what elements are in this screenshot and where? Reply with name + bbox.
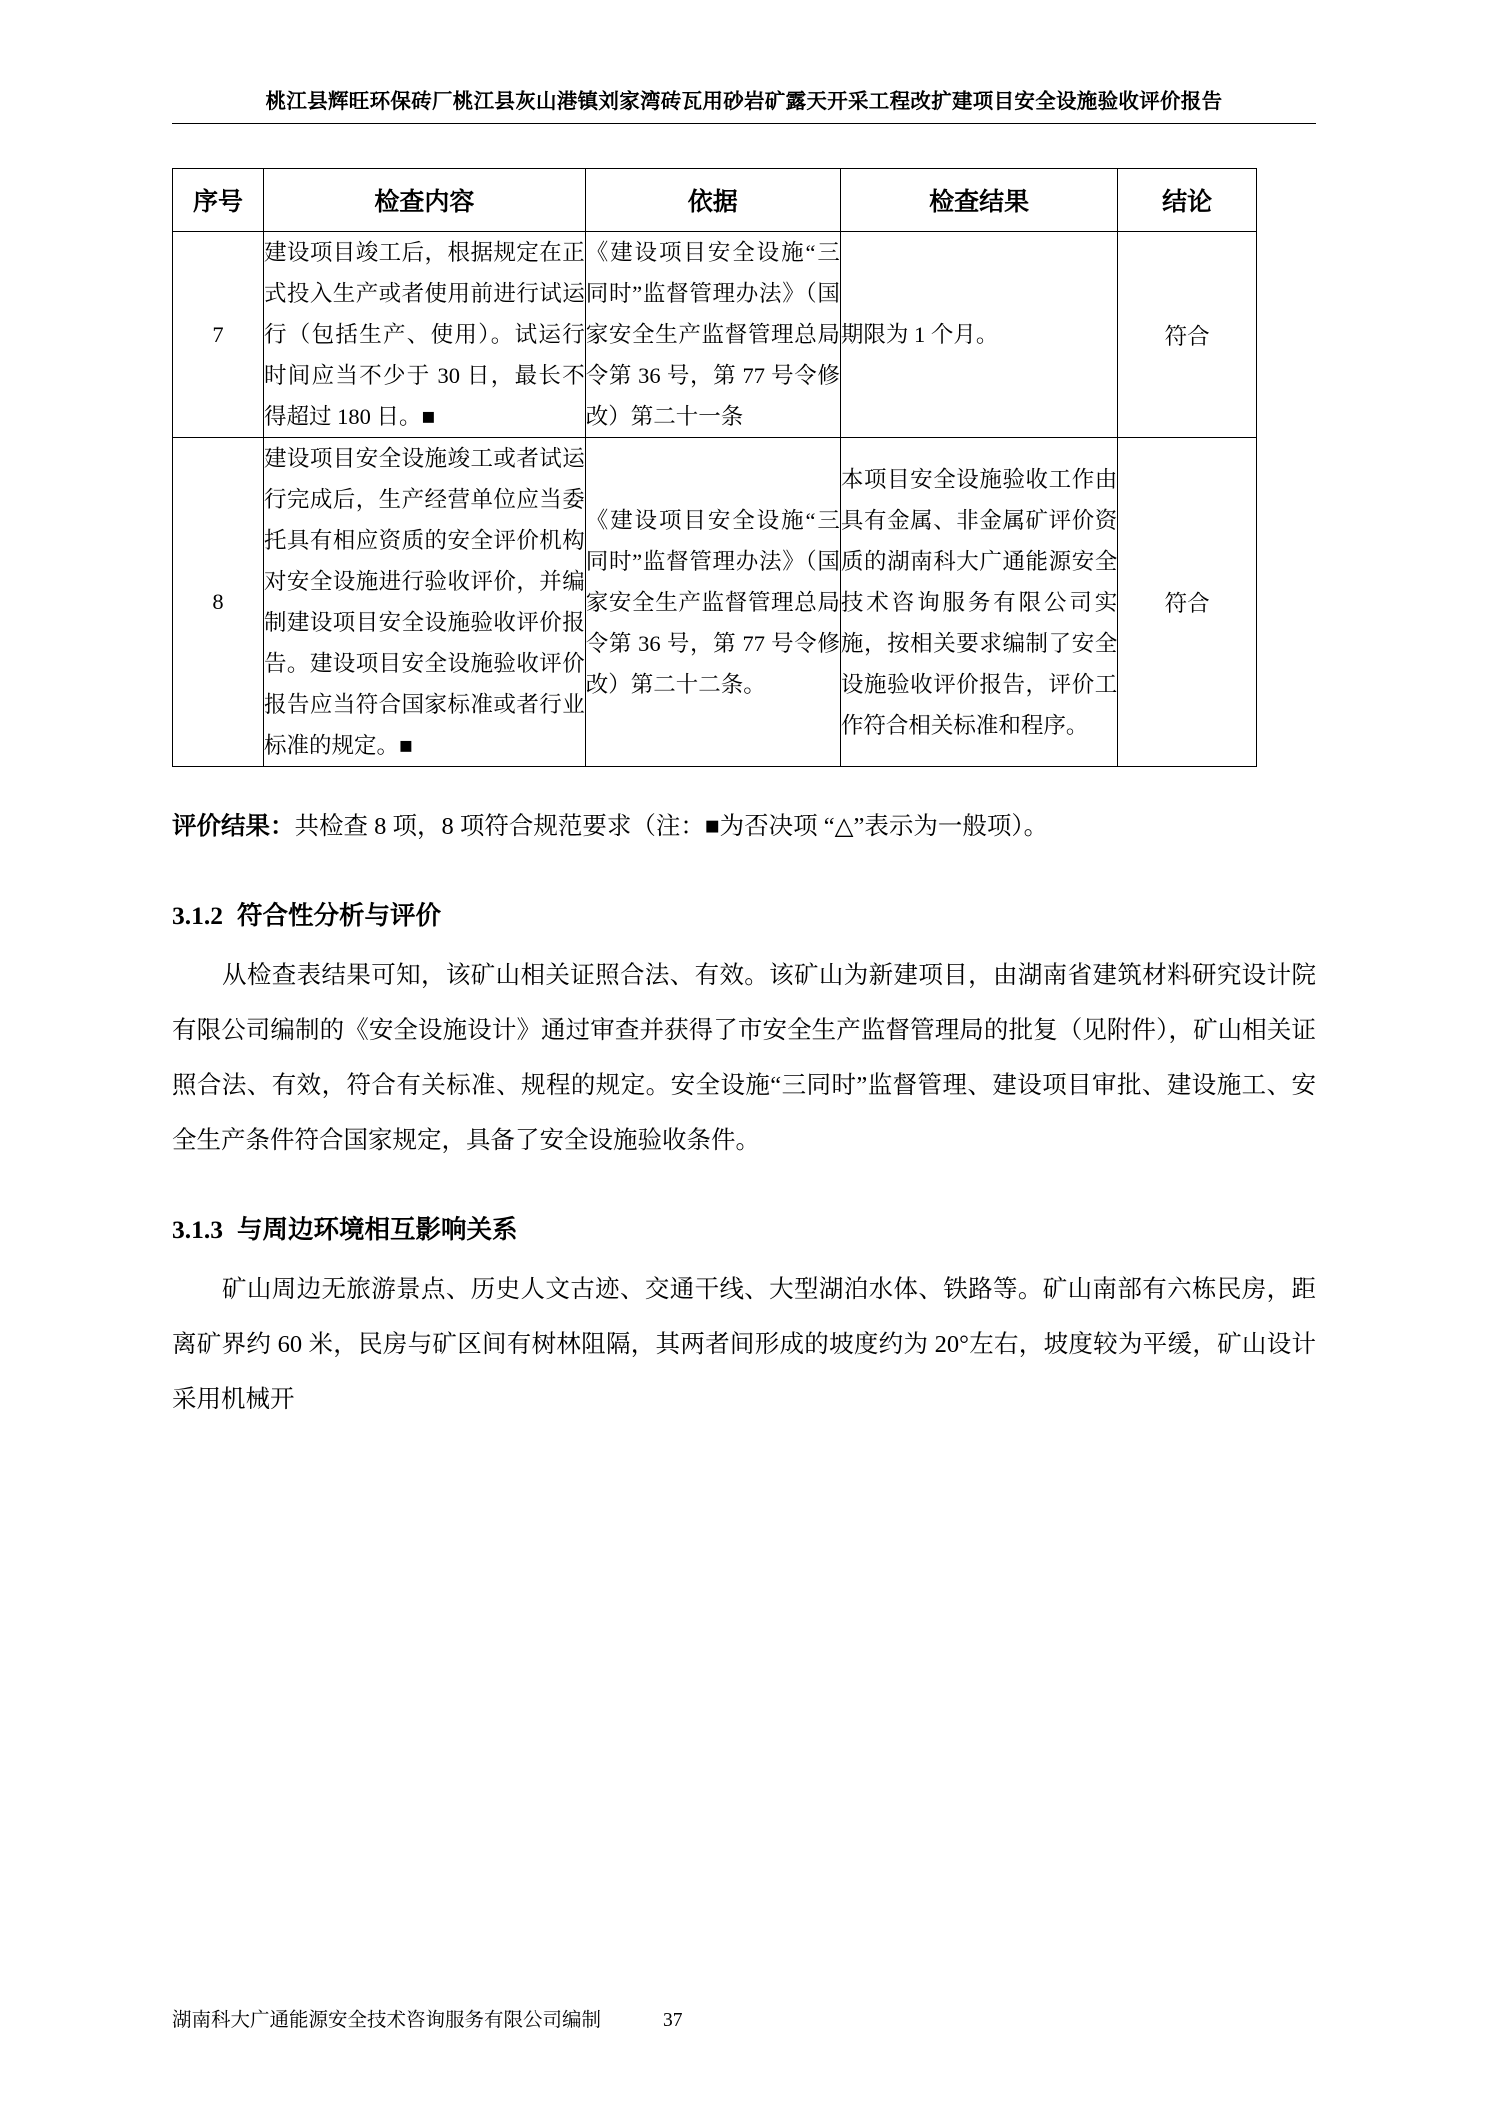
section-heading-313 xyxy=(172,1208,1316,1252)
column-header-result: 检查结果 xyxy=(840,169,1117,232)
page-footer xyxy=(172,2004,1316,2032)
evaluation-result-text: 共检查 8 项，8 项符合规范要求（注：■为否决项 “△”表示为一般项）。 xyxy=(294,813,1049,840)
section-title: 与周边环境相互影响关系 xyxy=(237,1215,518,1244)
section-312-paragraph: 从检查表结果可知，该矿山相关证照合法、有效。该矿山为新建项目，由湖南省建筑材料研究设计院有限公司编制的《安全设施设计》通过审查并获得了市安全生产监督管理局的批复（见附件），矿山相关证照合法、有效，符合有关标准、规程的规定。安全设施“三同时”监督管理、建设项目审批、建设施工、安全生产条件符合国家规定，具备了安全设施验收条件。 xyxy=(172,962,1316,1154)
footer-company: 湖南科大广通能源安全技术咨询服务有限公司编制 xyxy=(172,2010,602,2031)
evaluation-result xyxy=(172,799,1316,854)
column-header-no: 序号 xyxy=(173,169,264,232)
compliance-check-table xyxy=(172,168,1257,767)
section-title: 符合性分析与评价 xyxy=(237,901,442,930)
column-header-content: 检查内容 xyxy=(263,169,585,232)
row-result: 本项目安全设施验收工作由具有金属、非金属矿评价资质的湖南科大广通能源安全技术咨询服务有限公司实施，按相关要求编制了安全设施验收评价报告，评价工作符合相关标准和程序。 xyxy=(840,438,1117,767)
row-conclusion: 符合 xyxy=(1118,438,1257,767)
page-content xyxy=(172,84,1316,1427)
section-number: 3.1.3 xyxy=(172,1215,223,1244)
column-header-conclusion: 结论 xyxy=(1118,169,1257,232)
row-conclusion: 符合 xyxy=(1118,232,1257,438)
table-row xyxy=(173,232,1257,438)
evaluation-result-label: 评价结果： xyxy=(172,813,295,840)
row-result: 期限为 1 个月。 xyxy=(840,232,1117,438)
section-heading-312 xyxy=(172,894,1316,938)
page-number: 37 xyxy=(663,2010,683,2031)
row-check-content: 建设项目安全设施竣工或者试运行完成后，生产经营单位应当委托具有相应资质的安全评价机构对安全设施进行验收评价，并编制建设项目安全设施验收评价报告。建设项目安全设施验收评价报告应当符合国家标准或者行业标准的规定。■ xyxy=(263,438,585,767)
section-313-paragraph: 矿山周边无旅游景点、历史人文古迹、交通干线、大型湖泊水体、铁路等。矿山南部有六栋民房，距离矿界约 60 米，民房与矿区间有树林阻隔，其两者间形成的坡度约为 20°左右，坡度较为平缓，矿山设计采用机械开 xyxy=(172,1276,1316,1413)
section-number: 3.1.2 xyxy=(172,901,223,930)
row-check-content: 建设项目竣工后，根据规定在正式投入生产或者使用前进行试运行（包括生产、使用）。试运行时间应当不少于 30 日，最长不得超过 180 日。■ xyxy=(263,232,585,438)
column-header-basis: 依据 xyxy=(585,169,840,232)
row-basis: 《建设项目安全设施“三同时”监督管理办法》（国家安全生产监督管理总局令第 36 号，第 77 号令修改）第二十一条 xyxy=(585,232,840,438)
row-basis: 《建设项目安全设施“三同时”监督管理办法》（国家安全生产监督管理总局令第 36 号，第 77 号令修改）第二十二条。 xyxy=(585,438,840,767)
document-running-header: 桃江县辉旺环保砖厂桃江县灰山港镇刘家湾砖瓦用砂岩矿露天开采工程改扩建项目安全设施验收评价报告 xyxy=(172,84,1316,124)
row-number: 7 xyxy=(173,232,264,438)
row-number: 8 xyxy=(173,438,264,767)
table-header-row xyxy=(173,169,1257,232)
table-row xyxy=(173,438,1257,767)
